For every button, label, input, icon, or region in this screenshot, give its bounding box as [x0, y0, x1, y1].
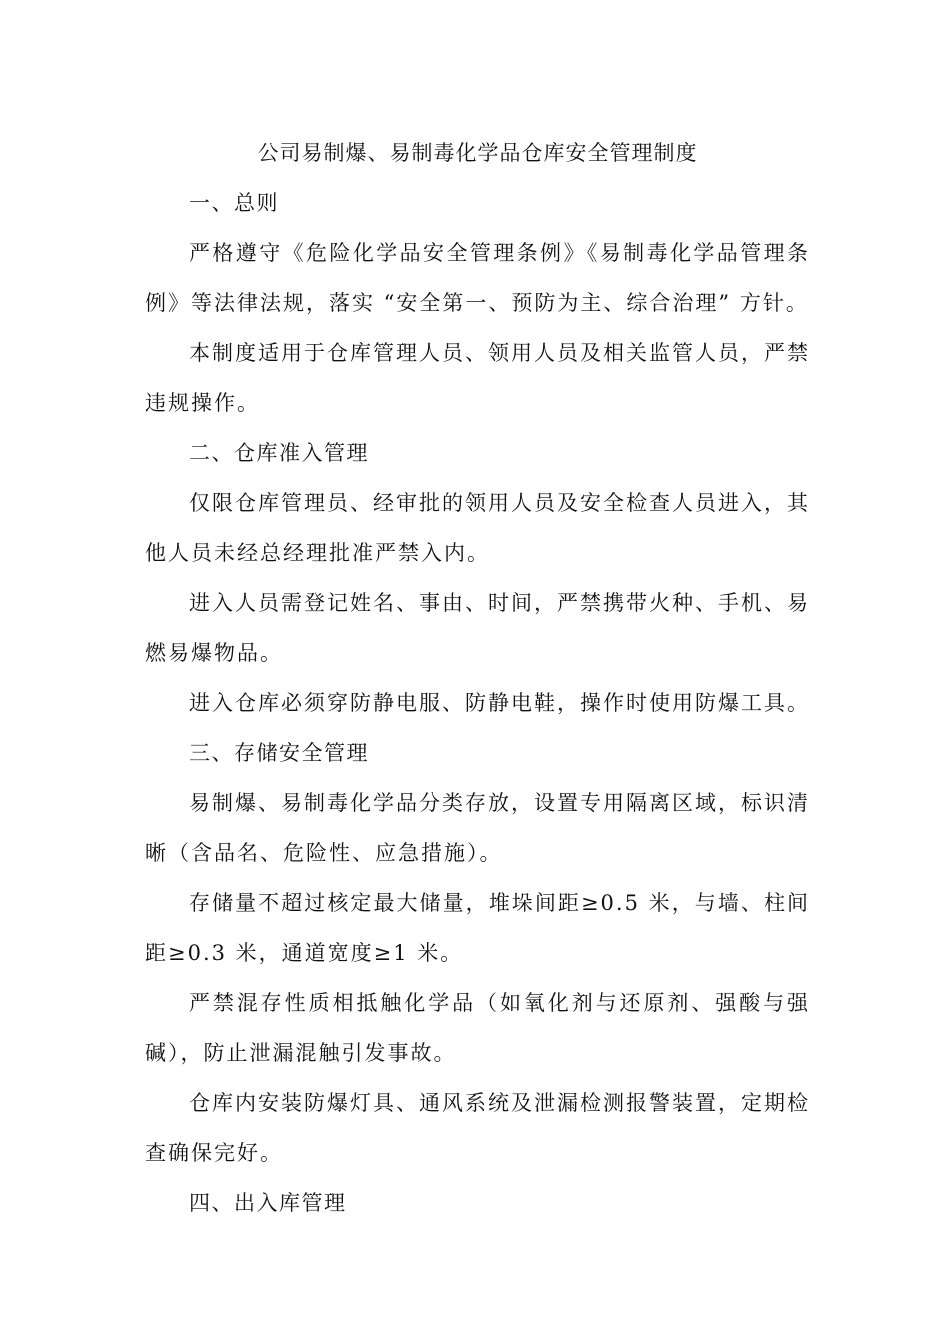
paragraph: 仓库内安装防爆灯具、通风系统及泄漏检测报警装置，定期检查确保完好。 — [145, 1091, 810, 1165]
paragraph: 严格遵守《危险化学品安全管理条例》《易制毒化学品管理条例》等法律法规，落实 “安全第一、预防为主、综合治理” 方针。 — [145, 241, 810, 315]
paragraph: 进入人员需登记姓名、事由、时间，严禁携带火种、手机、易燃易爆物品。 — [145, 591, 810, 665]
paragraph: 存储量不超过核定最大储量，堆垛间距≥0.5 米，与墙、柱间距≥0.3 米，通道宽度≥1 米。 — [145, 891, 810, 965]
paragraph: 进入仓库必须穿防静电服、防静电鞋，操作时使用防爆工具。 — [189, 691, 810, 715]
paragraph: 严禁混存性质相抵触化学品（如氧化剂与还原剂、强酸与强碱），防止泄漏混触引发事故。 — [145, 991, 810, 1065]
document-title: 公司易制爆、易制毒化学品仓库安全管理制度 — [257, 141, 698, 165]
document-body — [145, 128, 810, 1228]
section-heading-access: 二、仓库准入管理 — [189, 441, 369, 465]
section-heading-inout: 四、出入库管理 — [189, 1191, 347, 1215]
section-heading-storage: 三、存储安全管理 — [189, 741, 369, 765]
section-heading-general: 一、总则 — [189, 191, 279, 215]
paragraph: 仅限仓库管理员、经审批的领用人员及安全检查人员进入，其他人员未经总经理批准严禁入内。 — [145, 491, 810, 565]
paragraph: 易制爆、易制毒化学品分类存放，设置专用隔离区域，标识清晰（含品名、危险性、应急措施）。 — [145, 791, 810, 865]
paragraph: 本制度适用于仓库管理人员、领用人员及相关监管人员，严禁违规操作。 — [145, 341, 810, 415]
